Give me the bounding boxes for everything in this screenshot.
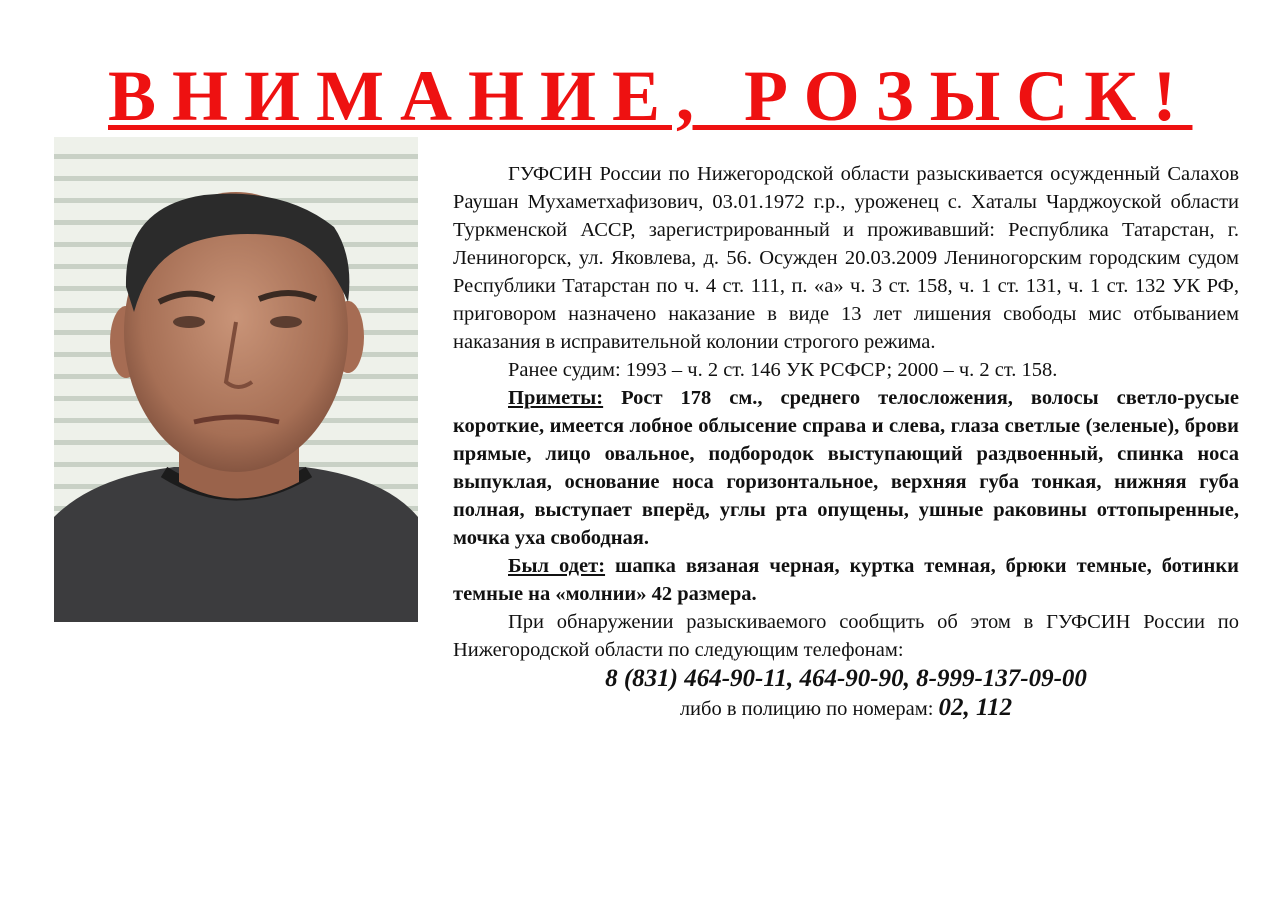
police-text: либо в полицию по номерам: <box>679 698 939 720</box>
police-numbers: 02, 112 <box>938 694 1013 721</box>
description-paragraph: ГУФСИН России по Нижегородской области разыскивается осужденный Салахов Раушан Мухаметхафизович, 03.01.1972 г.р., уроженец с. Хаталы Чарджоуской области Туркменской АССР, зарегистрированный и проживавший: Республика Татарстан, г. Лениногорск, ул. Яковлева, д. 56. Осужден 20.03.2009 Лениногорским городским судом Республики Татарстан по ч. 4 ст. 111, п. «а» ч. 3 ст. 158, ч. 1 ст. 131, ч. 1 ст. 132 УК РФ, приговором назначено наказание в виде 13 лет лишения свободы мис отбыванием наказания в исправительной колонии строгого режима. <box>453 163 1239 353</box>
signs-text: Рост 178 см., среднего телосложения, волосы светло-русые короткие, имеется лобное облысение справа и слева, глаза светлые (зеленые), брови прямые, лицо овальное, подбородок выступающий раздвоенный, спинка носа выпуклая, основание носа горизонтальное, верхняя губа тонкая, нижняя губа полная, выступает вперёд, углы рта опущены, ушные раковины оттопыренные, мочка уха свободная. <box>453 387 1239 549</box>
phone-numbers: 8 (831) 464-90-11, 464-90-90, 8-999-137-09-00 <box>605 665 1087 692</box>
police-paragraph <box>453 694 1239 723</box>
page-title: ВНИМАНИЕ, РОЗЫСК! <box>108 56 1193 136</box>
previous-convictions-paragraph: Ранее судим: 1993 – ч. 2 ст. 146 УК РСФСР; 2000 – ч. 2 ст. 158. <box>508 359 1058 381</box>
wanted-person-photo <box>54 137 418 622</box>
signs-label: Приметы: <box>508 387 604 409</box>
clothing-paragraph <box>453 552 1239 608</box>
signs-paragraph <box>453 384 1239 552</box>
clothing-label: Был одет: <box>508 555 606 577</box>
contact-paragraph: При обнаружении разыскиваемого сообщить об этом в ГУФСИН России по Нижегородской области по следующим телефонам: <box>453 611 1239 661</box>
notice-body <box>453 160 1239 723</box>
clothing-text: шапка вязаная черная, куртка темная, брюки темные, ботинки темные на «молнии» 42 размера. <box>453 555 1239 605</box>
